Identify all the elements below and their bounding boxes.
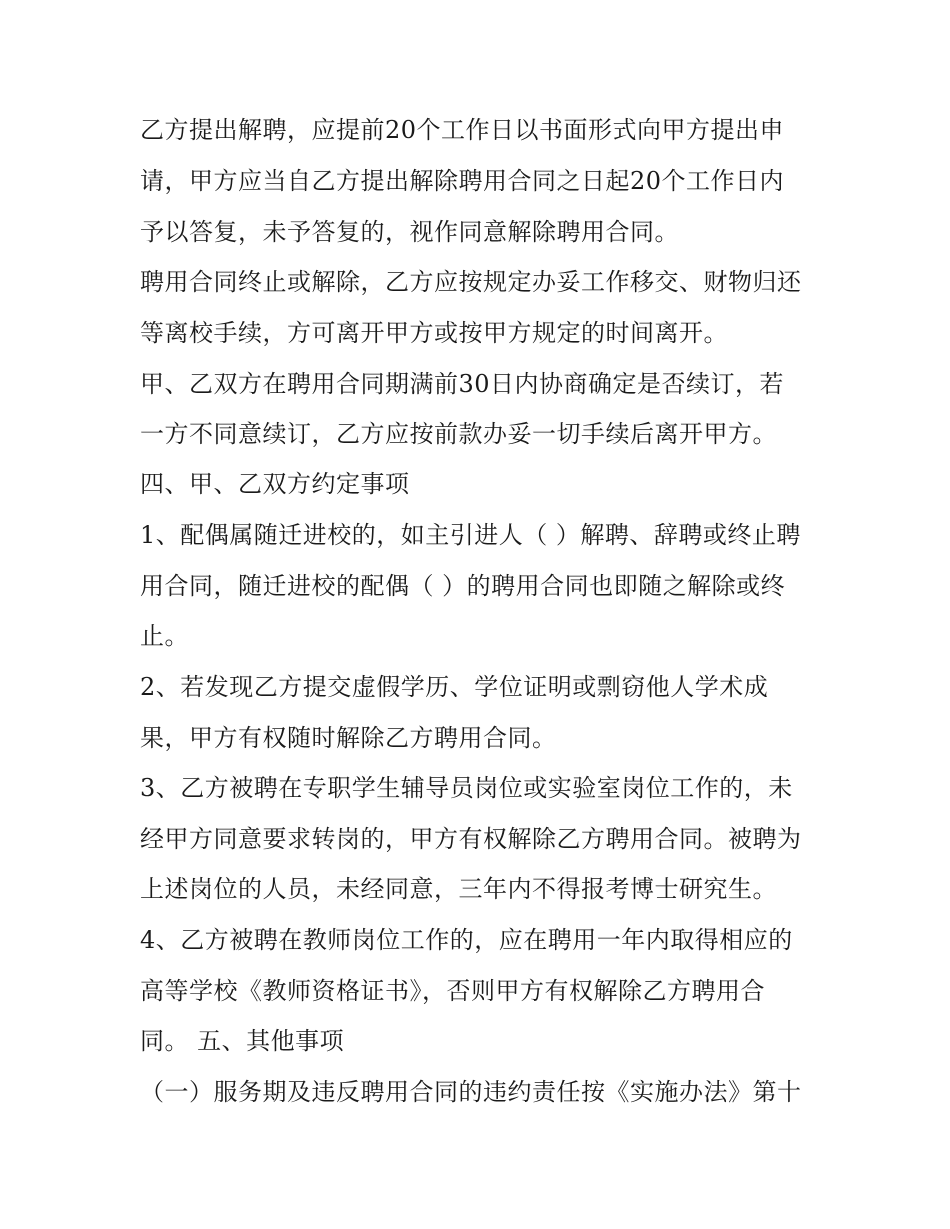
text-line: 经甲方同意要求转岗的，甲方有权解除乙方聘用合同。被聘为 bbox=[140, 825, 802, 853]
text-line: 果，甲方有权随时解除乙方聘用合同。 bbox=[140, 724, 557, 752]
text-line: 用合同，随迁进校的配偶（ ）的聘用合同也即随之解除或终 bbox=[140, 572, 786, 600]
text-line: 高等学校《教师资格证书》，否则甲方有权解除乙方聘用合 bbox=[140, 977, 765, 1005]
text-line: （一）服务期及违反聘用合同的违约责任按《实施办法》第十 bbox=[140, 1078, 802, 1106]
text-line: 1、配偶属随迁进校的，如主引进人（ ）解聘、辞聘或终止聘 bbox=[140, 521, 801, 549]
section-heading: 四、甲、乙双方约定事项 bbox=[140, 470, 410, 498]
text-line: 一方不同意续订，乙方应按前款办妥一切手续后离开甲方。 bbox=[140, 420, 777, 448]
text-line: 甲、乙双方在聘用合同期满前30日内协商确定是否续订，若 bbox=[140, 370, 785, 398]
text-line: 2、若发现乙方提交虚假学历、学位证明或剽窃他人学术成 bbox=[140, 673, 769, 701]
text-line: 请，甲方应当自乙方提出解除聘用合同之日起20个工作日内 bbox=[140, 167, 785, 195]
text-line: 予以答复，未予答复的，视作同意解除聘用合同。 bbox=[140, 218, 679, 246]
text-line: 上述岗位的人员，未经同意，三年内不得报考博士研究生。 bbox=[140, 875, 777, 903]
text-line: 4、乙方被聘在教师岗位工作的，应在聘用一年内取得相应的 bbox=[140, 926, 793, 954]
text-line: 同。 五、其他事项 bbox=[140, 1027, 345, 1055]
text-line: 聘用合同终止或解除，乙方应按规定办妥工作移交、财物归还 bbox=[140, 268, 802, 296]
text-line: 乙方提出解聘，应提前20个工作日以书面形式向甲方提出申 bbox=[140, 116, 785, 144]
text-line: 等离校手续，方可离开甲方或按甲方规定的时间离开。 bbox=[140, 319, 728, 347]
text-line: 3、乙方被聘在专职学生辅导员岗位或实验室岗位工作的，未 bbox=[140, 774, 793, 802]
text-line: 止。 bbox=[140, 622, 189, 650]
